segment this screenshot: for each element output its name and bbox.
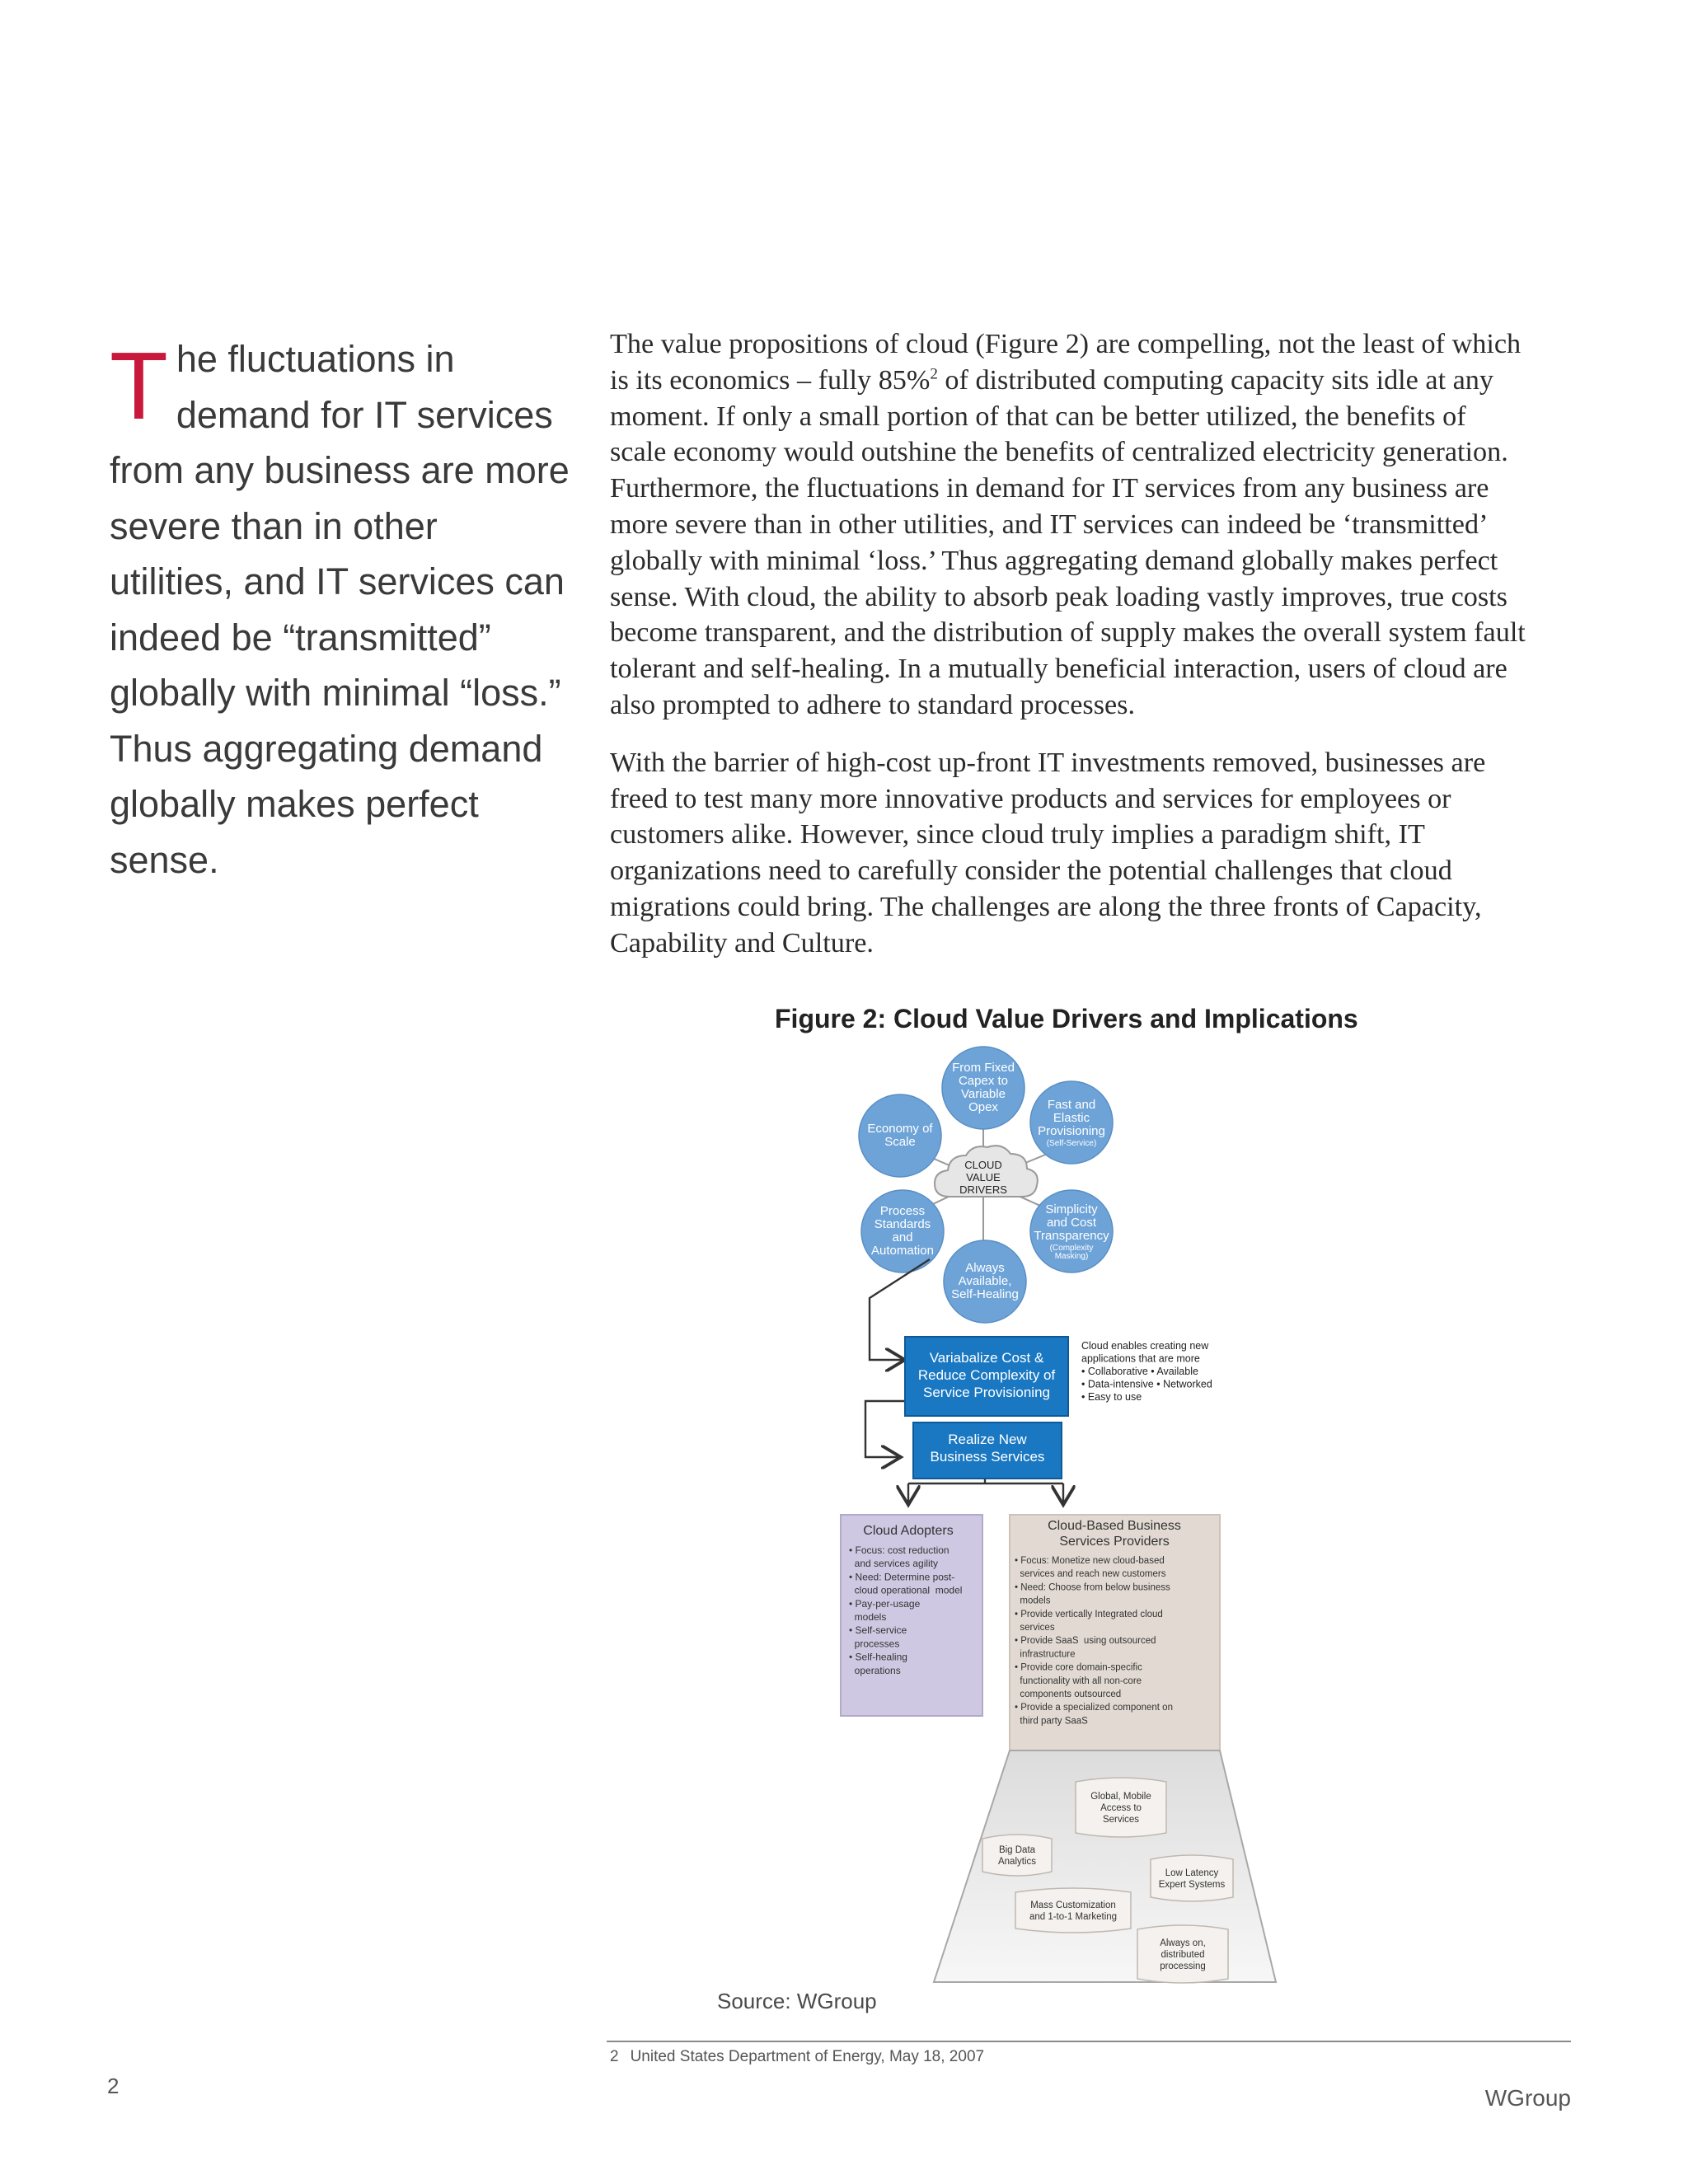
paragraph-1-part-b: of distributed computing capacity sits idle at any moment. If only a small portion of that can be better utilized, the benefits of scale economy would outshine the benefits of centralized electricity generation. Furthermore, the fluctuations in demand for IT services from any business are more severe than in other utilities, and IT services can indeed be ‘transmitted’ globally with minimal ‘loss.’ Thus aggregating demand globally makes perfect sense. With cloud, the ability to absorb peak loading vastly improves, true costs become transparent, and the distribution of supply makes the overall system fault tolerant and self-healing. In a mutually beneficial interaction, users of cloud are also prompted to adhere to standard processes. [610, 364, 1526, 720]
text-line: Transparency [1034, 1229, 1109, 1243]
text-line: Standards [874, 1217, 931, 1231]
text-line: Services [1102, 1815, 1140, 1825]
fixed-capex-driver [942, 1047, 1025, 1129]
text-line: Fast and [1047, 1098, 1096, 1112]
text-line: components outsourced [1015, 1690, 1122, 1699]
text-line: From Fixed [952, 1061, 1015, 1075]
text-line: third party SaaS [1015, 1716, 1088, 1727]
text-line: processing [1160, 1961, 1206, 1971]
side-note [1081, 1340, 1212, 1403]
text-line: and Cost [1046, 1216, 1097, 1230]
text-line: • Data-intensive • Networked [1081, 1378, 1212, 1390]
process-standards-driver [861, 1190, 944, 1272]
always-on-card [1137, 1925, 1228, 1983]
driver-sublabel [1050, 1244, 1094, 1261]
text-line: models [849, 1611, 887, 1623]
text-line: Big Data [998, 1845, 1036, 1855]
drop-cap: T [110, 332, 168, 439]
text-line: Elastic [1053, 1111, 1090, 1125]
cloud-center-label [959, 1159, 1007, 1196]
text-line: Self-Healing [951, 1287, 1019, 1301]
text-line: Variable [961, 1087, 1006, 1101]
text-line: services [1015, 1623, 1055, 1633]
text-line: applications that are more [1081, 1352, 1200, 1365]
figure-source: Source: WGroup [717, 1989, 877, 2013]
text-line: Masking) [1054, 1252, 1089, 1261]
big-data-card [982, 1835, 1052, 1876]
text-line: and services agility [849, 1558, 939, 1570]
driver-label [871, 1204, 934, 1258]
card-label [1160, 1938, 1206, 1971]
footnote-text: United States Department of Energy, May 18, 2007 [630, 2048, 985, 2065]
paragraph-2: With the barrier of high-cost up-front IT investments removed, businesses are freed to test many more innovative products and services for employees or customers alike. However, since cloud truly implies a paradigm shift, IT organizations need to carefully consider the potential challenges that cloud migrations could bring. The challenges are along the three fronts of Capacity, Capability and Culture. [610, 747, 1486, 958]
text-line: processes [849, 1638, 900, 1650]
text-line: Low Latency [1165, 1868, 1219, 1878]
text-line: • Need: Choose from below business [1015, 1582, 1170, 1593]
text-line: Available, [958, 1274, 1012, 1288]
paragraph-1-part-a: The value propositions of cloud (Figure 2) are compelling, not the least of which is its economics – fully 85% [610, 329, 1522, 396]
text-line: Cloud enables creating new [1081, 1340, 1209, 1352]
text-line: DRIVERS [959, 1183, 1007, 1196]
text-line: functionality with all non-core [1015, 1675, 1142, 1686]
text-line: Reduce Complexity of [917, 1367, 1056, 1383]
text-line: • Easy to use [1081, 1391, 1142, 1403]
footnote-number: 2 [610, 2048, 619, 2065]
text-line: Scale [884, 1135, 916, 1149]
text-line: • Need: Determine post- [849, 1571, 955, 1583]
text-line: Access to [1100, 1803, 1142, 1813]
economy-of-scale-driver [859, 1094, 941, 1177]
text-line: services and reach new customers [1015, 1569, 1166, 1580]
text-line: models [1015, 1596, 1051, 1606]
card-shape [982, 1835, 1052, 1876]
text-line: • Provide SaaS using outsourced [1015, 1636, 1156, 1647]
text-line: and [892, 1230, 913, 1244]
service-providers-box [1010, 1515, 1220, 1750]
footnote-ref[interactable]: 2 [930, 365, 938, 383]
mass-customization-card [1015, 1888, 1131, 1933]
text-line: • Focus: Monetize new cloud-based [1015, 1556, 1165, 1566]
text-line: Variabalize Cost & [929, 1350, 1044, 1366]
driver-sublabel [1047, 1139, 1097, 1148]
text-line: Mass Customization [1030, 1900, 1116, 1910]
text-line: Always on, [1160, 1938, 1206, 1948]
brand-footer: WGroup [1484, 2085, 1571, 2111]
text-line: • Pay-per-usage [849, 1597, 921, 1610]
page-number: 2 [107, 2074, 120, 2098]
text-line: Simplicity [1045, 1202, 1098, 1216]
cloud-adopters-title: Cloud Adopters [863, 1524, 954, 1538]
text-line: VALUE [966, 1171, 1001, 1183]
text-line: (Self-Service) [1046, 1139, 1097, 1148]
text-line: Always [965, 1261, 1005, 1275]
variabilize-cost-box-text [918, 1350, 1056, 1400]
text-line: and 1-to-1 Marketing [1029, 1912, 1118, 1922]
global-mobile-card [1076, 1778, 1166, 1837]
card-shape [1151, 1855, 1233, 1901]
text-line: Process [879, 1204, 926, 1218]
text-line: Opex [968, 1100, 998, 1114]
text-line: Automation [871, 1244, 934, 1258]
text-line: Capex to [958, 1074, 1009, 1088]
text-line: • Provide vertically Integrated cloud [1015, 1609, 1163, 1619]
text-line: CLOUD [964, 1159, 1002, 1171]
text-line: infrastructure [1015, 1649, 1076, 1660]
footnote [610, 2048, 984, 2066]
text-line: • Provide core domain-specific [1015, 1662, 1142, 1673]
footnote-divider [607, 2041, 1571, 2042]
cloud-center [935, 1146, 1038, 1197]
text-line: Analytics [997, 1857, 1037, 1867]
text-line: Realize New [948, 1432, 1027, 1447]
text-line: • Self-service [849, 1624, 907, 1637]
text-line: • Provide a specialized component on [1015, 1703, 1173, 1713]
text-line: Cloud-Based Business [1048, 1519, 1181, 1533]
elastic-provisioning-driver [1030, 1081, 1113, 1164]
text-line: Business Services [930, 1449, 1045, 1465]
text-line: Expert Systems [1158, 1880, 1226, 1890]
text-line: Economy of [867, 1122, 933, 1136]
low-latency-card [1151, 1855, 1233, 1901]
text-line: distributed [1160, 1950, 1205, 1960]
text-line: • Collaborative • Available [1081, 1366, 1198, 1377]
text-line: Service Provisioning [922, 1385, 1051, 1400]
text-line: (Complexity [1049, 1244, 1094, 1253]
self-healing-driver [944, 1240, 1026, 1323]
text-line: • Focus: cost reduction [849, 1544, 950, 1556]
text-line: Services Providers [1059, 1535, 1170, 1549]
text-line: cloud operational model [849, 1584, 963, 1596]
figure-title: Figure 2: Cloud Value Drivers and Implications [775, 1004, 1358, 1033]
card-shape [1015, 1888, 1131, 1933]
text-line: Provisioning [1038, 1124, 1105, 1138]
text-line: operations [849, 1664, 901, 1676]
pull-quote-text: he fluctuations in demand for IT services from any business are more severe than in other utilities, and IT services can indeed be “transmitted” globally with minimal “loss.” Thus aggregating demand globally makes perfect sense. [110, 338, 570, 881]
text-line: • Self-healing [849, 1651, 907, 1663]
text-line: Global, Mobile [1090, 1792, 1151, 1802]
cost-transparency-driver [1030, 1190, 1113, 1272]
